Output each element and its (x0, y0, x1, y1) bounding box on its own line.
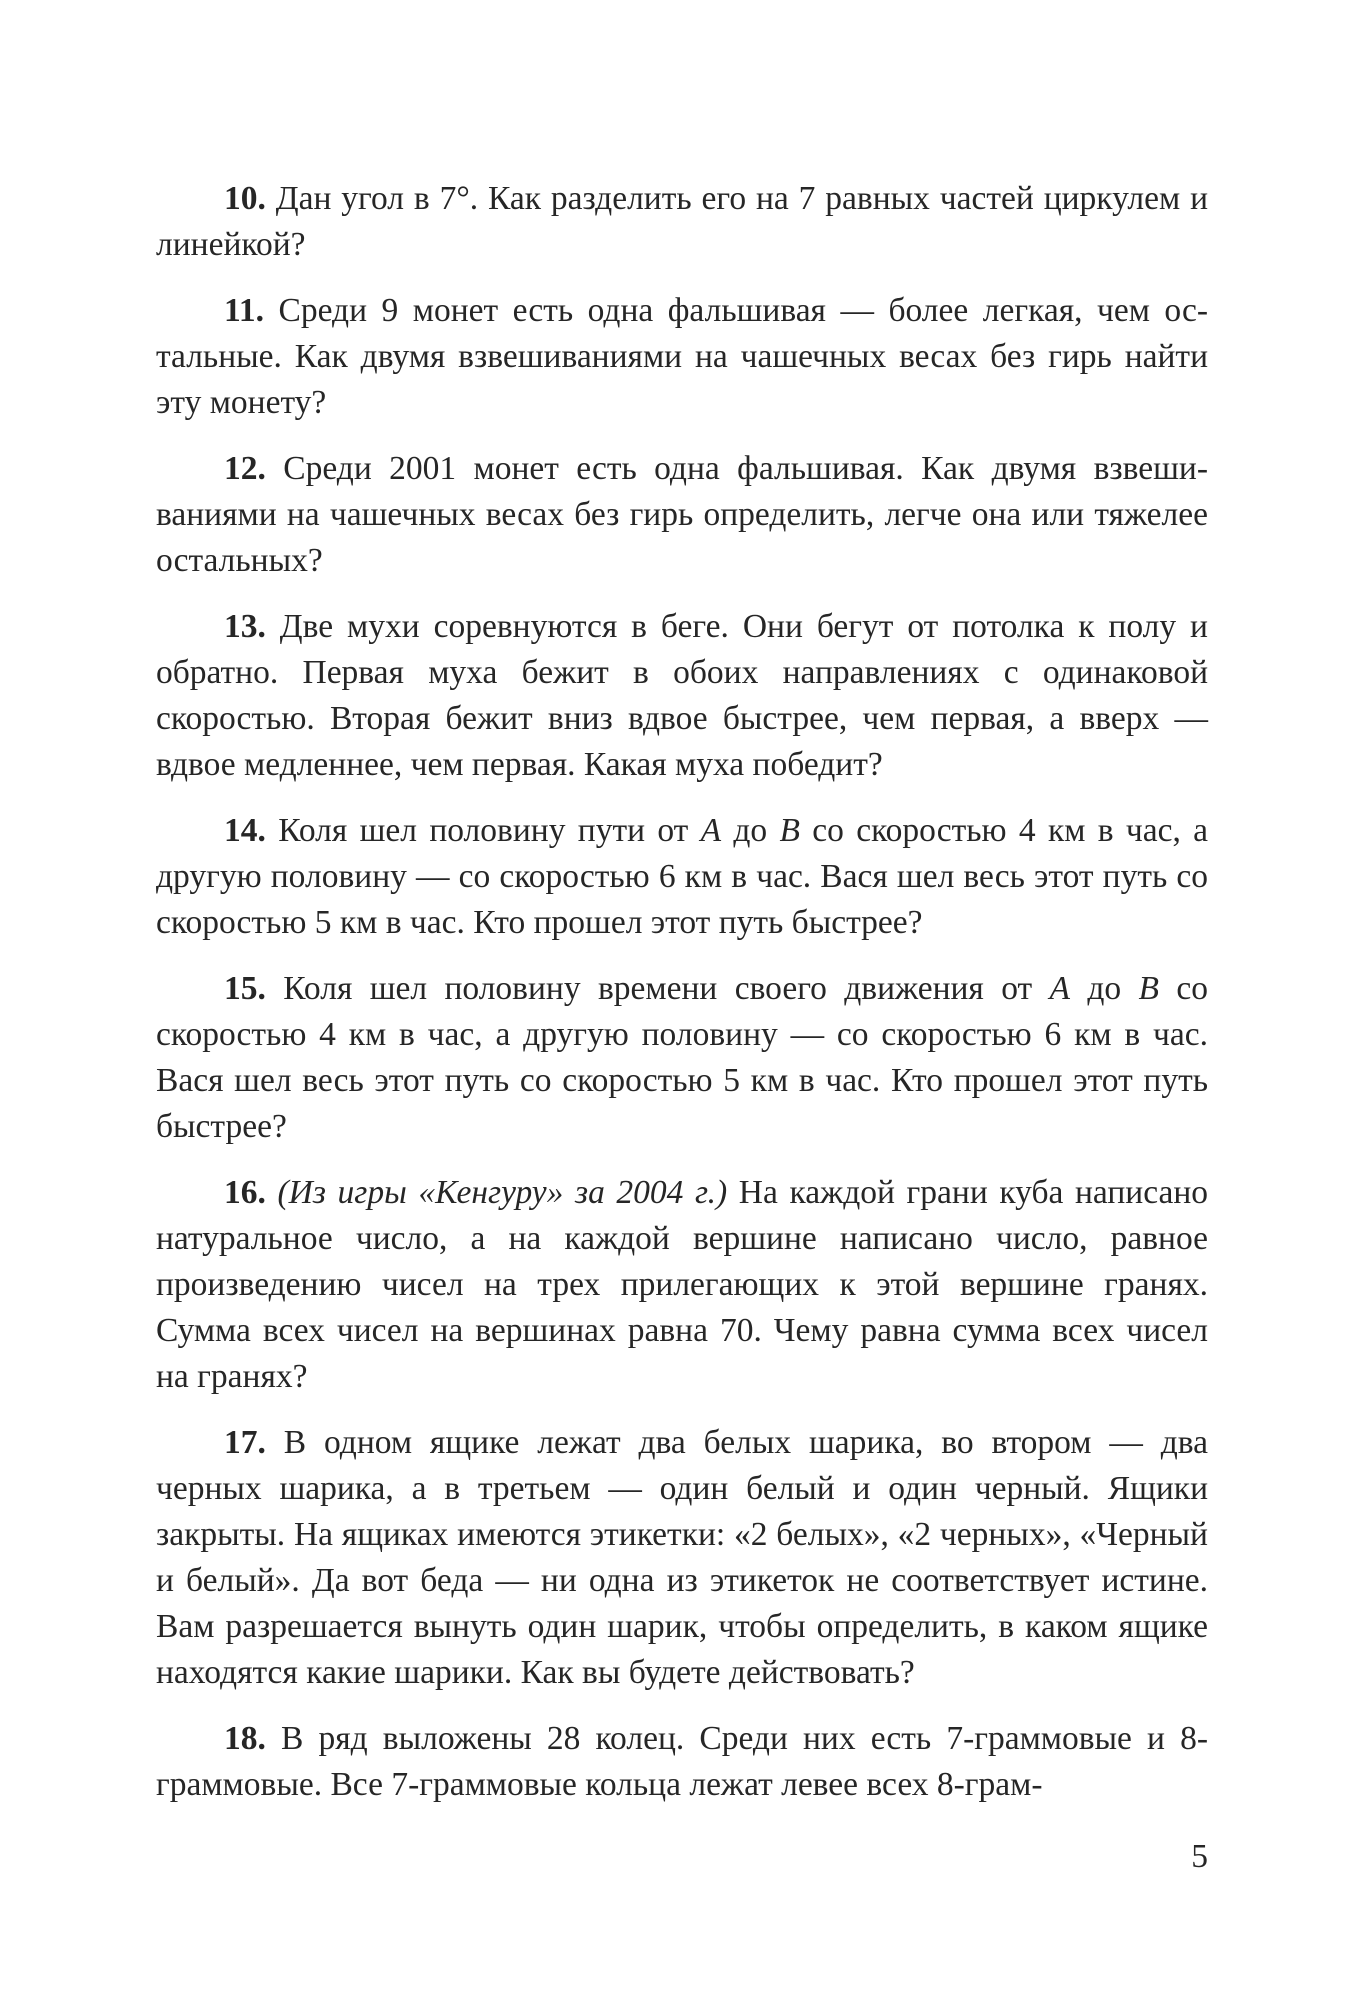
problem-text: со скоростью 4 км в час, а другую половину — со скоростью 6 км в час. Вася шел весь этот путь со скоростью 5 км в час. Кто прошел этот путь быстрее? (156, 812, 1209, 941)
problem-13 (156, 604, 1208, 788)
problem-10 (156, 176, 1208, 268)
problem-text-italic: B (1138, 970, 1160, 1007)
problem-text: В одном ящике лежат два белых шарика, во втором — два черных шарика, а в третьем — один белый и один черный. Ящики закрыты. На ящиках имеются этикетки: «2 белых», «2 черных», «Черный и белый». Да вот беда — ни одна из этикеток не соответствует истине. Вам разрешается вынуть один шарик, чтобы определить, в каком ящике находятся какие шарики. Как вы будете действовать? (156, 1424, 1208, 1691)
problem-number: 12. (224, 450, 266, 487)
problem-15 (156, 966, 1208, 1150)
problem-text-italic: B (779, 812, 800, 849)
problem-16 (156, 1170, 1208, 1400)
problem-text-italic: A (700, 812, 722, 849)
problem-text-italic: (Из игры «Кенгуру» за 2004 г.) (277, 1174, 728, 1211)
page-number: 5 (1191, 1838, 1208, 1875)
problem-number: 14. (224, 812, 266, 849)
problem-11 (156, 288, 1208, 426)
problem-number: 18. (224, 1720, 266, 1757)
problem-text: Среди 9 монет есть одна фальшивая — более легкая, чем остальные. Как двумя взвешиваниями на чашечных весах без гирь найти эту монету? (156, 292, 1208, 421)
problem-number: 17. (224, 1424, 266, 1461)
problem-text: На каждой грани куба написано натуральное число, а на каждой вершине написано число, равное произведению чисел на трех прилегающих к этой вершине гранях. Сумма всех чисел на вершинах равна 70. Чему равна сумма всех чисел на гранях? (156, 1174, 1209, 1395)
problem-number: 15. (224, 970, 266, 1007)
problem-text: Дан угол в 7°. Как разделить его на 7 равных частей циркулем и линейкой? (156, 180, 1208, 263)
problem-text: со скоростью 4 км в час, а другую половину — со скоростью 6 км в час. Вася шел весь этот путь со скоростью 5 км в час. Кто прошел этот путь быстрее? (156, 970, 1209, 1145)
problem-text: до (1070, 970, 1139, 1007)
problem-number: 10. (224, 180, 266, 217)
problem-list (156, 176, 1208, 1808)
problem-text: Среди 2001 монет есть одна фальшивая. Как двумя взвешиваниями на чашечных весах без гирь определить, легче она или тяжелее остальных? (156, 450, 1209, 579)
problem-18 (156, 1716, 1208, 1808)
problem-number: 16. (224, 1174, 266, 1211)
problem-text: Коля шел половину времени своего движения от (283, 970, 1050, 1007)
problem-text: В ряд выложены 28 колец. Среди них есть 7-граммовые и 8-граммовые. Все 7-граммовые кольца лежат левее всех 8-грам- (156, 1720, 1208, 1803)
problem-17 (156, 1420, 1208, 1696)
problem-14 (156, 808, 1208, 946)
problem-text: Коля шел половину пути от (278, 812, 701, 849)
problem-text: Две мухи соревнуются в беге. Они бегут от потолка к полу и обратно. Первая муха бежит в обоих направлениях с одинаковой скоростью. Вторая бежит вниз вдвое быстрее, чем первая, а вверх — вдвое медленнее, чем первая. Какая муха победит? (156, 608, 1208, 783)
problem-text: до (721, 812, 780, 849)
problem-number: 13. (224, 608, 266, 645)
problem-12 (156, 446, 1208, 584)
problem-number: 11. (224, 292, 265, 329)
problem-text-italic: A (1049, 970, 1070, 1007)
